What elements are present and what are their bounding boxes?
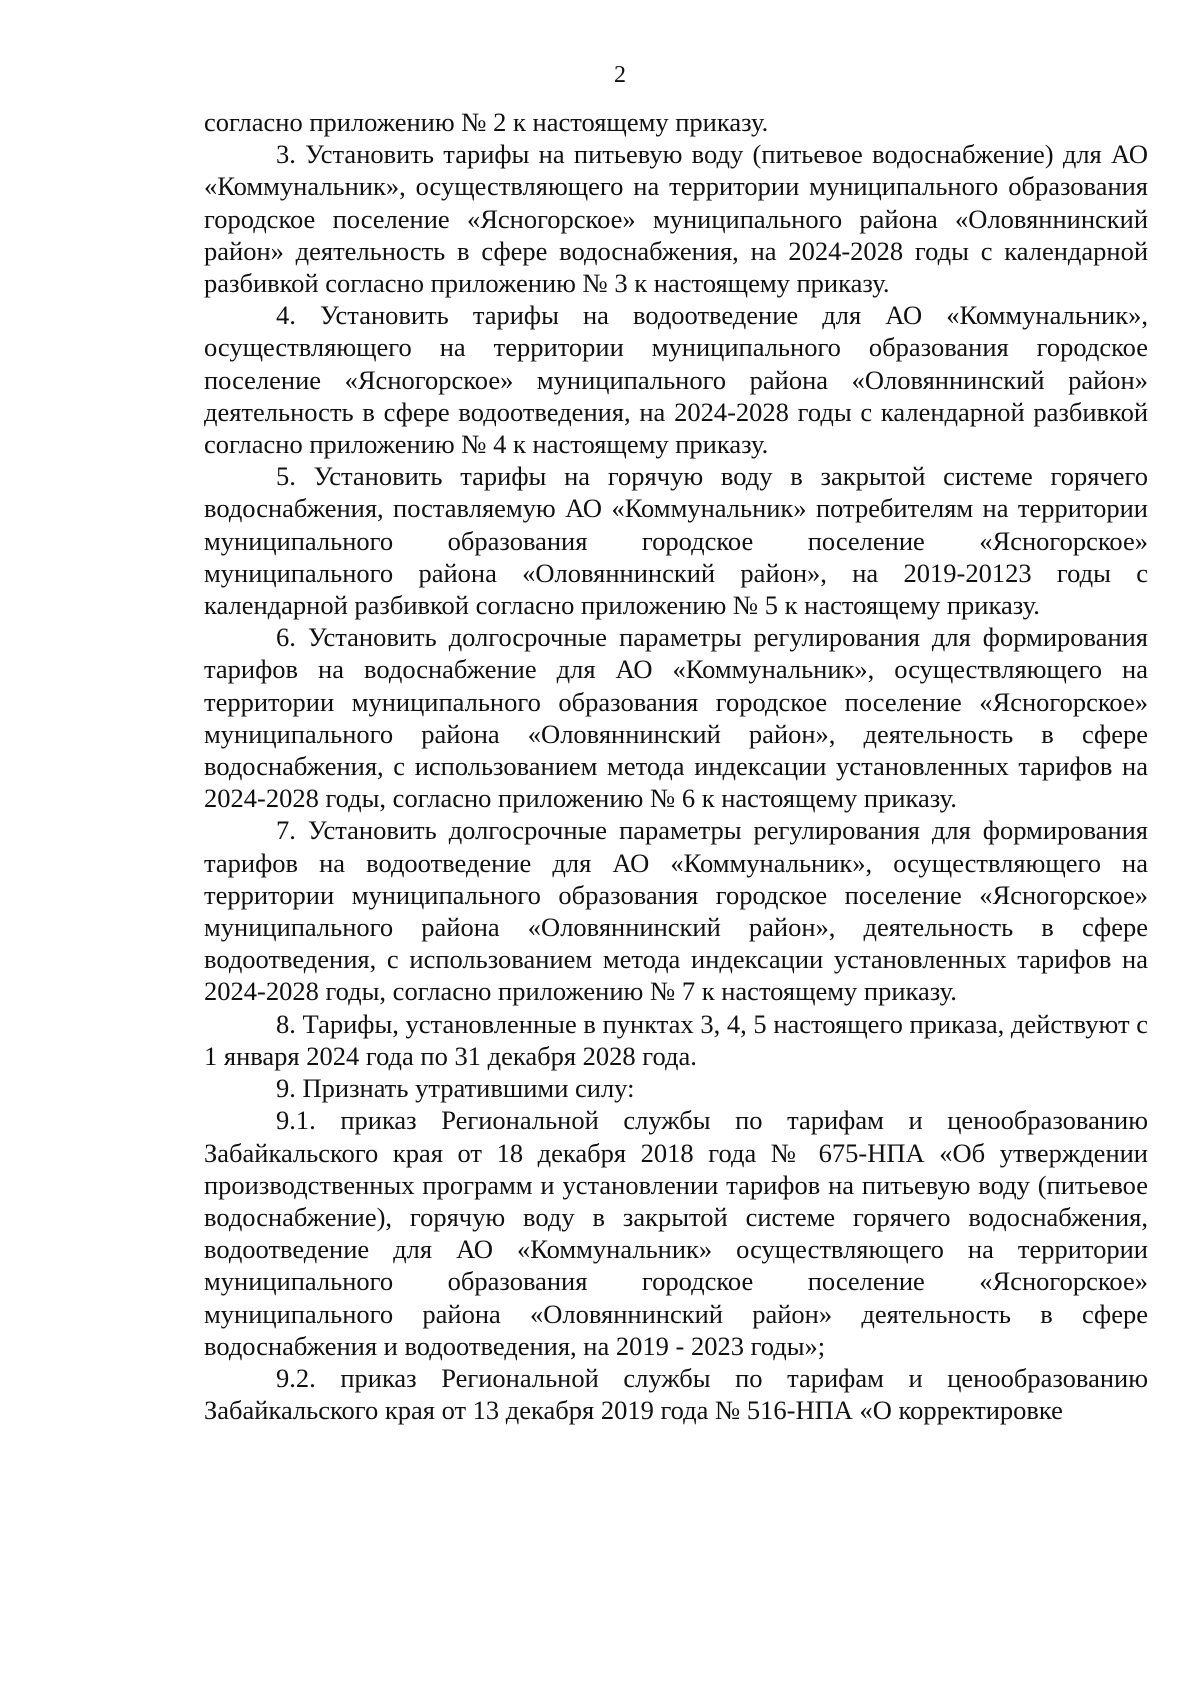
paragraph-item-9-1: 9.1. приказ Региональной службы по тарифам и ценообразованию Забайкальского края от 18 декабря 2018 года № 675-НПА «Об утверждении производственных программ и установлении тарифов на питьевую воду (питьевое водоснабжение), горячую воду в закрытой системе горячего водоснабжения, водоотведение для АО «Коммунальник» осуществляющего на территории муниципального образования городское поселение «Ясногорское» муниципального района «Оловяннинский район» деятельность в сфере водоснабжения и водоотведения, на 2019 - 2023 годы»; bbox=[204, 1105, 1148, 1361]
paragraph-item-7: 7. Установить долгосрочные параметры регулирования для формирования тарифов на водоотведение для АО «Коммунальник», осуществляющего на территории муниципального образования городское поселение «Ясногорское» муниципального района «Оловяннинский район», деятельность в сфере водоотведения, с использованием метода индексации установленных тарифов на 2024-2028 годы, согласно приложению № 7 к настоящему приказу. bbox=[204, 815, 1148, 1007]
paragraph-item-6: 6. Установить долгосрочные параметры регулирования для формирования тарифов на водоснабжение для АО «Коммунальник», осуществляющего на территории муниципального образования городское поселение «Ясногорское» муниципального района «Оловяннинский район», деятельность в сфере водоснабжения, с использованием метода индексации установленных тарифов на 2024-2028 годы, согласно приложению № 6 к настоящему приказу. bbox=[204, 622, 1148, 814]
document-body bbox=[204, 106, 1148, 1426]
page-number: 2 bbox=[614, 62, 626, 88]
paragraph-item-8: 8. Тарифы, установленные в пунктах 3, 4, 5 настоящего приказа, действуют с 1 января 2024 года по 31 декабря 2028 года. bbox=[204, 1008, 1148, 1071]
paragraph-item-3: 3. Установить тарифы на питьевую воду (питьевое водоснабжение) для АО «Коммунальник», осуществляющего на территории муниципального образования городское поселение «Ясногорское» муниципального района «Оловяннинский район» деятельность в сфере водоснабжения, на 2024-2028 годы с календарной разбивкой согласно приложению № 3 к настоящему приказу. bbox=[204, 139, 1148, 299]
paragraph-item-9: 9. Признать утратившими силу: bbox=[276, 1073, 635, 1104]
paragraph-item-5: 5. Установить тарифы на горячую воду в закрытой системе горячего водоснабжения, поставляемую АО «Коммунальник» потребителям на территории муниципального образования городское поселение «Ясногорское» муниципального района «Оловяннинский район», на 2019-20123 годы с календарной разбивкой согласно приложению № 5 к настоящему приказу. bbox=[204, 461, 1148, 621]
paragraph-item-4: 4. Установить тарифы на водоотведение для АО «Коммунальник», осуществляющего на территории муниципального образования городское поселение «Ясногорское» муниципального района «Оловяннинский район» деятельность в сфере водоотведения, на 2024-2028 годы с календарной разбивкой согласно приложению № 4 к настоящему приказу. bbox=[204, 300, 1148, 460]
paragraph-item-9-2: 9.2. приказ Региональной службы по тарифам и ценообразованию Забайкальского края от 13 декабря 2019 года № 516-НПА «О корректировке bbox=[204, 1362, 1148, 1426]
paragraph-continuation: согласно приложению № 2 к настоящему приказу. bbox=[204, 107, 769, 137]
